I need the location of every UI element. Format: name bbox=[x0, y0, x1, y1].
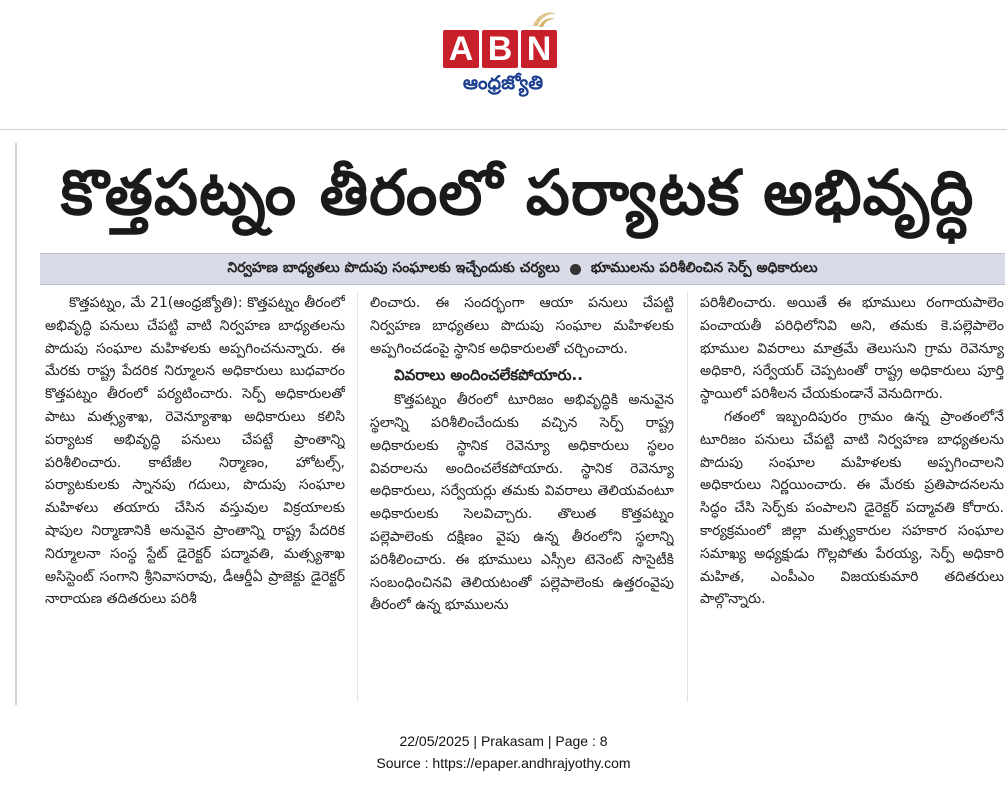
column-2-paragraph-2: కొత్తపట్నం తీరంలో టూరిజం అభివృద్ధికి అనువైన స్థలాన్ని పరిశీలించేందుకు వచ్చిన సెర్ప్ రాష్ట్ర అధికారులకు స్థానిక రెవెన్యూ అధికారులు స్థలం వివరాలను అందించలేకపోయారు. స్థానిక రెవెన్యూ అధికారులు, సర్వేయర్లు తమకు వివరాలు తెలియవంటూ అధికారులకు సెలవిచ్చారు. తొలుత కొత్తపట్నం పల్లెపాలెంకు దక్షిణం వైపు ఉన్న తీరంలోని స్థలాన్ని పరిశీలించారు. ఈ భూములు ఎస్సీల టెనెంట్ సొసైటీకి సంబంధించినవి తెలియటంతో పల్లెపాలెంకు ఉత్తరంవైపు తీరంలో ఉన్న భూములను bbox=[370, 392, 674, 614]
bullet-icon bbox=[570, 264, 581, 275]
logo-letter-a: A bbox=[443, 30, 479, 68]
top-divider bbox=[0, 129, 1007, 130]
logo-letter-n: N bbox=[521, 30, 557, 68]
logo-letter-b: B bbox=[482, 30, 518, 68]
footer-date-edition: 22/05/2025 | Prakasam | Page : 8 bbox=[399, 733, 608, 749]
subhead-1: నిర్వహణ బాధ్యతలు పొదుపు సంఘాలకు ఇచ్చేందుకు చర్యలు bbox=[227, 259, 560, 276]
column-3-paragraph-1: పరిశీలించారు. అయితే ఈ భూములు రంగాయపాలెం పంచాయతీ పరిధిలోనివి అని, తమకు కె.పల్లెపాలెం భూముల వివరాలు మాత్రమే తెలుసుని గ్రామ రెవెన్యూ అధికారి, సర్వేయర్ చెప్పటంతో రాష్ట్ర అధికారులు పూర్తి స్థాయిలో పరిశీలన చేయకుండానే వెనుదిగారు. bbox=[700, 295, 1004, 403]
subhead-strip bbox=[40, 253, 1005, 285]
abn-logo bbox=[443, 8, 563, 100]
article-column-1 bbox=[45, 292, 345, 702]
article-column-2 bbox=[370, 292, 674, 702]
logo-ornament-icon bbox=[529, 8, 559, 30]
footer-source: Source : https://epaper.andhrajyothy.com bbox=[376, 755, 631, 771]
logo-subtitle: ఆంధ్రజ్యోతి bbox=[462, 72, 544, 94]
footer bbox=[0, 730, 1007, 774]
subhead-2: భూములను పరిశీలించిన సెర్ప్ అధికారులు bbox=[590, 259, 818, 276]
column-divider bbox=[687, 292, 688, 702]
section-subheading: వివరాలు అందించలేకపోయారు.. bbox=[394, 366, 583, 385]
abn-letters bbox=[443, 30, 557, 68]
column-1-paragraph: కొత్తపట్నం, మే 21(ఆంధ్రజ్యోతి): కొత్తపట్నం తీరంలో అభివృద్ధి పనులు చేపట్టి వాటి నిర్వహణ బాధ్యతలను పొదుపు సంఘాల మహిళలకు అప్పగించనున్నారు. ఈ మేరకు రాష్ట్ర పేదరిక నిర్మూలన అధికారులు బుధవారం కొత్తపట్నం తీరంలో పర్యటించారు. సెర్ప్ అధికారులతో పాటు మత్స్యశాఖ, రెవెన్యూశాఖ అధికారులు కలిసి పర్యాటక అభివృద్ధి పనులు చేపట్టే ప్రాంతాన్ని పరిశీలించారు. కాటేజీల నిర్మాణం, హోటల్స్, పర్యాటకులకు స్నానపు గదులు, పొదుపు సంఘాల మహిళలు తయారు చేసిన వస్తువుల విక్రయాలకు షాపుల నిర్మాణానికి అనువైన ప్రాంతాన్ని రాష్ట్ర పేదరిక నిర్మూలనా సంస్థ స్టేట్ డైరెక్టర్ పద్మావతి, మత్స్యశాఖ అసిస్టెంట్ సంగాని శ్రీనివాసరావు, డీఆర్డీఏ ప్రాజెక్టు డైరెక్టర్ నారాయణ తదితరులు పరిశీ bbox=[45, 295, 345, 608]
left-border bbox=[15, 143, 17, 705]
column-2-paragraph-1: లించారు. ఈ సందర్భంగా ఆయా పనులు చేపట్టి నిర్వహణ బాధ్యతలు పొదుపు సంఘాల మహిళలకు అప్పగించడంపై స్థానిక అధికారులతో చర్చించారు. bbox=[370, 295, 674, 357]
column-divider bbox=[357, 292, 358, 702]
column-3-paragraph-2: గతంలో ఇబ్బందిపురం గ్రామం ఉన్న ప్రాంతంలోనే టూరిజం పనులు చేపట్టి వాటి నిర్వహణ బాధ్యతలను పొదుపు సంఘాల మహిళలకు అప్పగించాలని అధికారులు నిర్ణయించారు. ఈ మేరకు ప్రతిపాదనలను సిద్ధం చేసి సెర్ప్‌కు పంపాలని డైరెక్టర్ పద్మావతి కోరారు. కార్యక్రమంలో జిల్లా మత్స్యకారుల సహకార సంఘాల సమాఖ్య అధ్యక్షుడు గొల్లపోతు పేరయ్య, సెర్ప్ అధికారి మహిత, ఎంపీఎం విజయకుమారి తదితరులు పాల్గొన్నారు. bbox=[700, 408, 1004, 608]
article-headline: కొత్తపట్నం తీరంలో పర్యాటక అభివృద్ధి bbox=[60, 156, 975, 229]
article-column-3 bbox=[700, 292, 1004, 702]
